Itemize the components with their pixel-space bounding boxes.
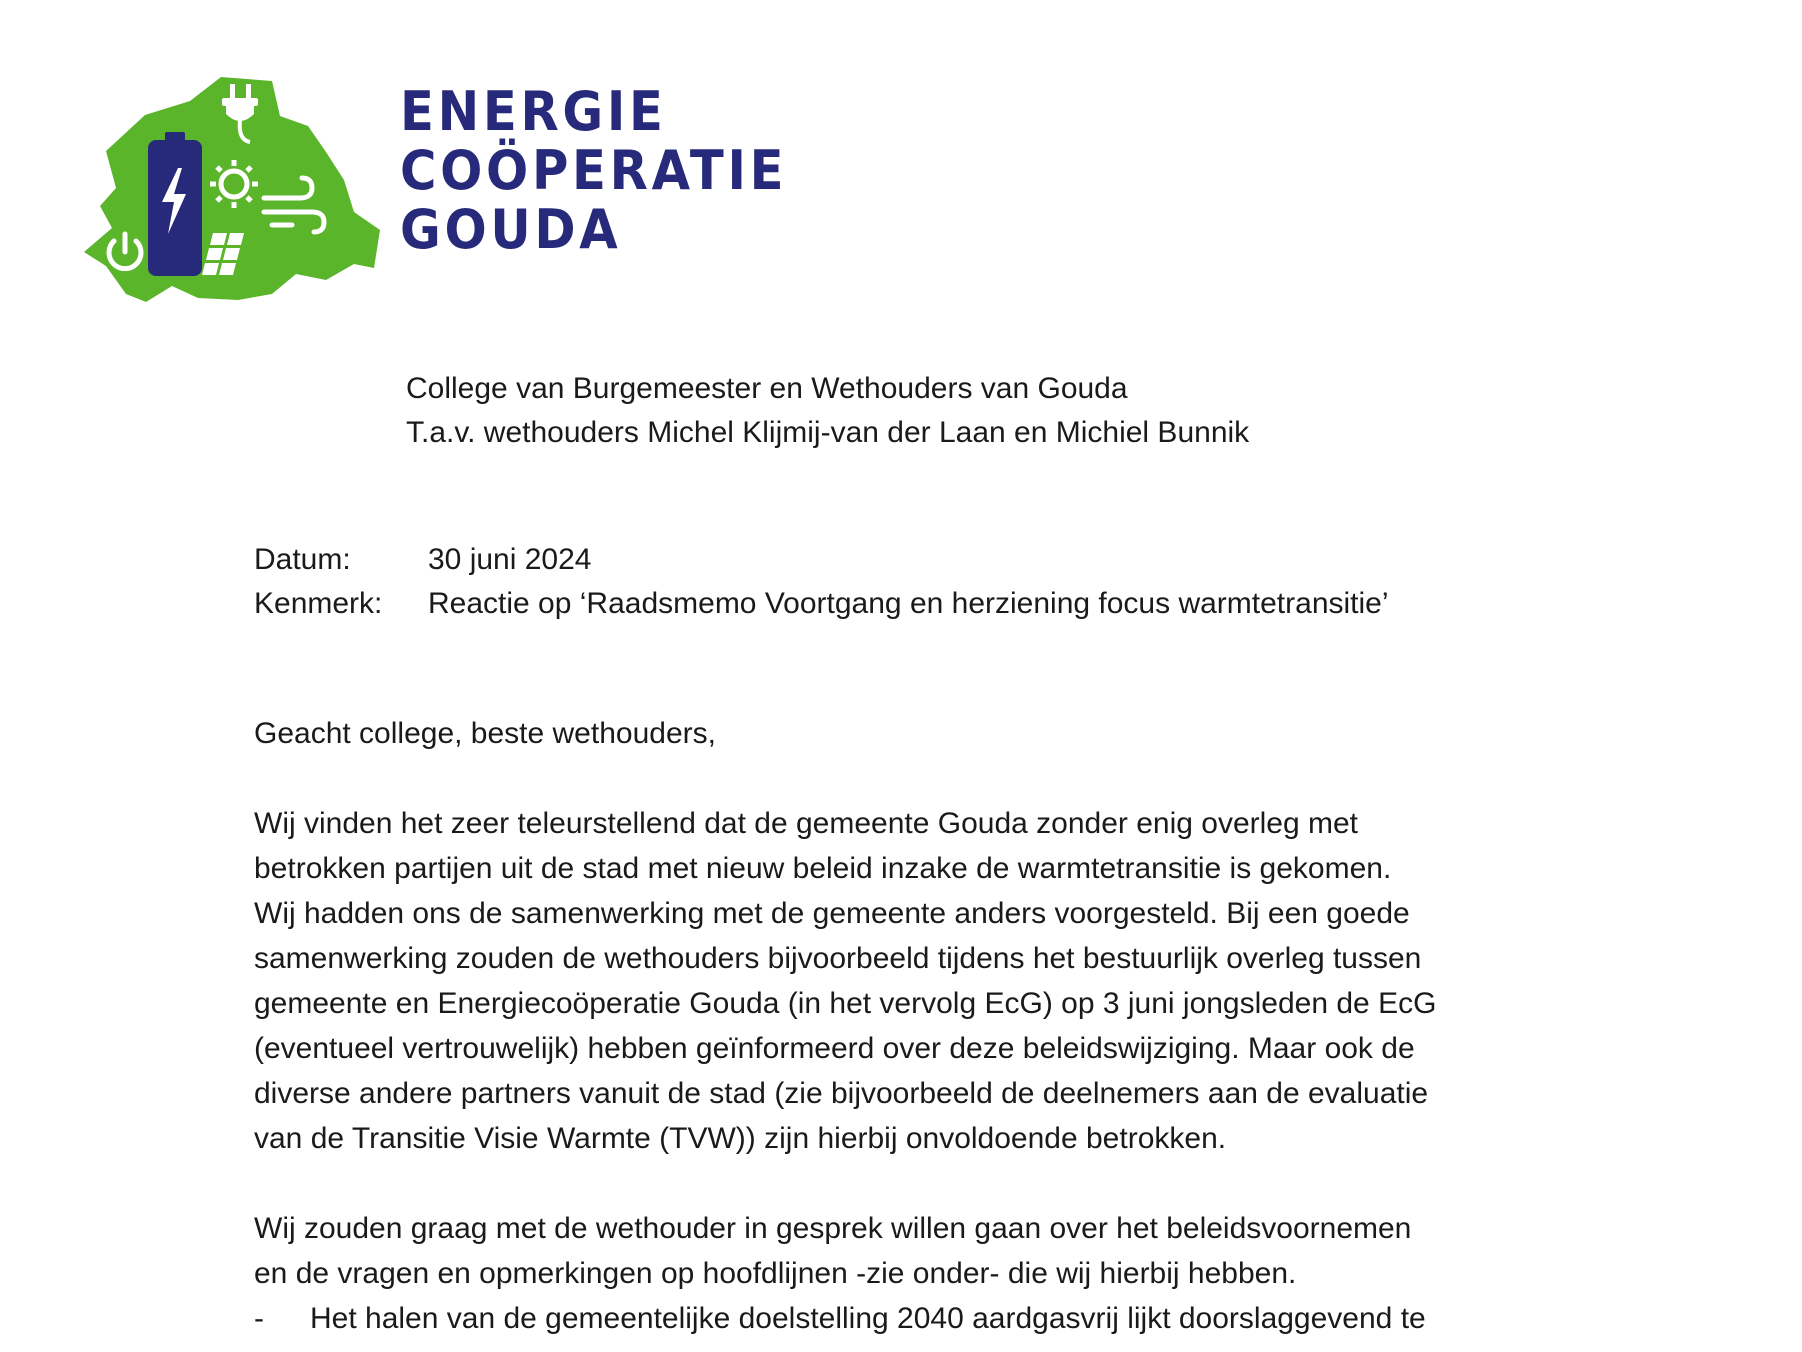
logo-mark: [82, 68, 382, 308]
logo: [82, 68, 788, 308]
reference-label: Kenmerk:: [254, 587, 383, 620]
logo-wordmark: [400, 82, 787, 259]
letter-body: [254, 711, 1654, 1341]
logo-line-cooperatie: COÖPERATIE: [400, 139, 788, 202]
paragraph-1: Wij vinden het zeer teleurstellend dat de gemeente Gouda zonder enig overleg met betrokken partijen uit de stad met nieuw beleid inzake de warmtetransitie is gekomen. Wij hadden ons de samenwerking met de gemeente anders voorgesteld. Bij een goede samenwerking zouden de wethouders bijvoorbeeld tijdens het bestuurlijk overleg tussen gemeente en Energiecoöperatie Gouda (in het vervolg EcG) op 3 juni jongsleden de EcG (eventueel vertrouwelijk) hebben geïnformeerd over deze beleidswijziging. Maar ook de diverse andere partners vanuit de stad (zie bijvoorbeeld de deelnemers aan de evaluatie van de Transitie Visie Warmte (TVW)) zijn hierbij onvoldoende betrokken.: [254, 807, 1437, 1155]
bullet-item: [254, 1296, 1654, 1341]
logo-line-gouda: GOUDA: [400, 198, 622, 261]
battery-icon: [148, 132, 202, 276]
addressee-block: [406, 367, 1249, 455]
date-label: Datum:: [254, 543, 351, 576]
date-row: [254, 538, 1389, 582]
paragraph-2: Wij zouden graag met de wethouder in gesprek willen gaan over het beleidsvoornemen en de vragen en opmerkingen op hoofdlijnen -zie onder- die wij hierbij hebben.: [254, 1212, 1412, 1290]
salutation: Geacht college, beste wethouders,: [254, 717, 716, 750]
addressee-line-2: T.a.v. wethouders Michel Klijmij-van der Laan en Michiel Bunnik: [406, 416, 1250, 449]
bullet-mark: -: [254, 1302, 264, 1335]
reference-row: [254, 582, 1389, 626]
date-value: 30 juni 2024: [428, 543, 592, 576]
addressee-line-1: College van Burgemeester en Wethouders van Gouda: [406, 372, 1128, 405]
bullet-text: Het halen van de gemeentelijke doelstelling 2040 aardgasvrij lijkt doorslaggevend te: [310, 1302, 1426, 1335]
reference-value: Reactie op ‘Raadsmemo Voortgang en herziening focus warmtetransitie’: [428, 587, 1389, 620]
logo-line-energie: ENERGIE: [400, 80, 667, 143]
letter-meta: [254, 538, 1389, 626]
